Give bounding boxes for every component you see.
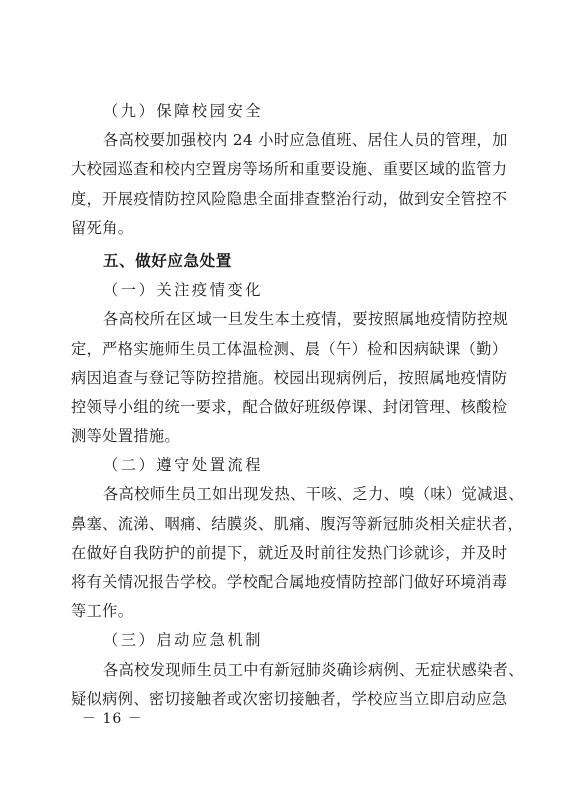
text-line: 定，严格实施师生员工体温检测、晨（午）检和因病缺课（勤）	[71, 339, 508, 358]
text-line: 测等处置措施。	[71, 427, 181, 446]
subsection-heading	[71, 626, 495, 655]
subsection-heading	[71, 97, 495, 126]
section-heading	[71, 247, 495, 276]
text-line: 各高校师生员工如出现发热、干咳、乏力、嗅（味）觉减退、	[103, 485, 524, 504]
text-line: 度，开展疫情防控风险隐患全面排查整治行动，做到安全管控不	[71, 189, 508, 208]
text-line: 各高校要加强校内 24 小时应急值班、居住人员的管理，加	[103, 131, 508, 150]
text-line: 各高校所在区域一旦发生本土疫情，要按照属地疫情防控规	[103, 310, 509, 329]
text-line: （九）保障校园安全	[103, 102, 264, 120]
page-number: － 16 －	[82, 711, 143, 727]
text-line: （三）启动应急机制	[103, 631, 264, 650]
subsection-heading	[71, 451, 495, 480]
text-line: 五、做好应急处置	[103, 251, 232, 270]
paragraph	[71, 656, 524, 714]
paragraph	[71, 305, 509, 451]
text-line: 将有关情况报告学校。学校配合属地疫情防控部门做好环境消毒	[71, 573, 508, 591]
text-line: 大校园巡查和校内空置房等场所和重要设施、重要区域的监管力	[71, 160, 508, 179]
text-line: 留死角。	[71, 218, 134, 237]
text-line: 在做好自我防护的前提下，就近及时前往发热门诊就诊，并及时	[71, 543, 508, 562]
text-line: 鼻塞、流涕、咽痛、结膜炎、肌痛、腹泻等新冠肺炎相关症状者，	[71, 514, 524, 533]
text-line: 各高校发现师生员工中有新冠肺炎确诊病例、无症状感染者、	[103, 660, 524, 679]
text-line: 病因追查与登记等防控措施。校园出现病例后，按照属地疫情防	[71, 368, 508, 387]
paragraph	[71, 126, 508, 243]
text-line: 控领导小组的统一要求，配合做好班级停课、封闭管理、核酸检	[71, 397, 508, 416]
text-line: 等工作。	[71, 602, 134, 621]
document-body	[71, 97, 524, 714]
text-line: （二）遵守处置流程	[103, 456, 264, 475]
text-line: 疑似病例、密切接触者或次密切接触者，学校应当立即启动应急	[71, 689, 508, 708]
paragraph	[71, 480, 524, 626]
subsection-heading	[71, 276, 495, 305]
text-line: （一）关注疫情变化	[103, 281, 264, 300]
